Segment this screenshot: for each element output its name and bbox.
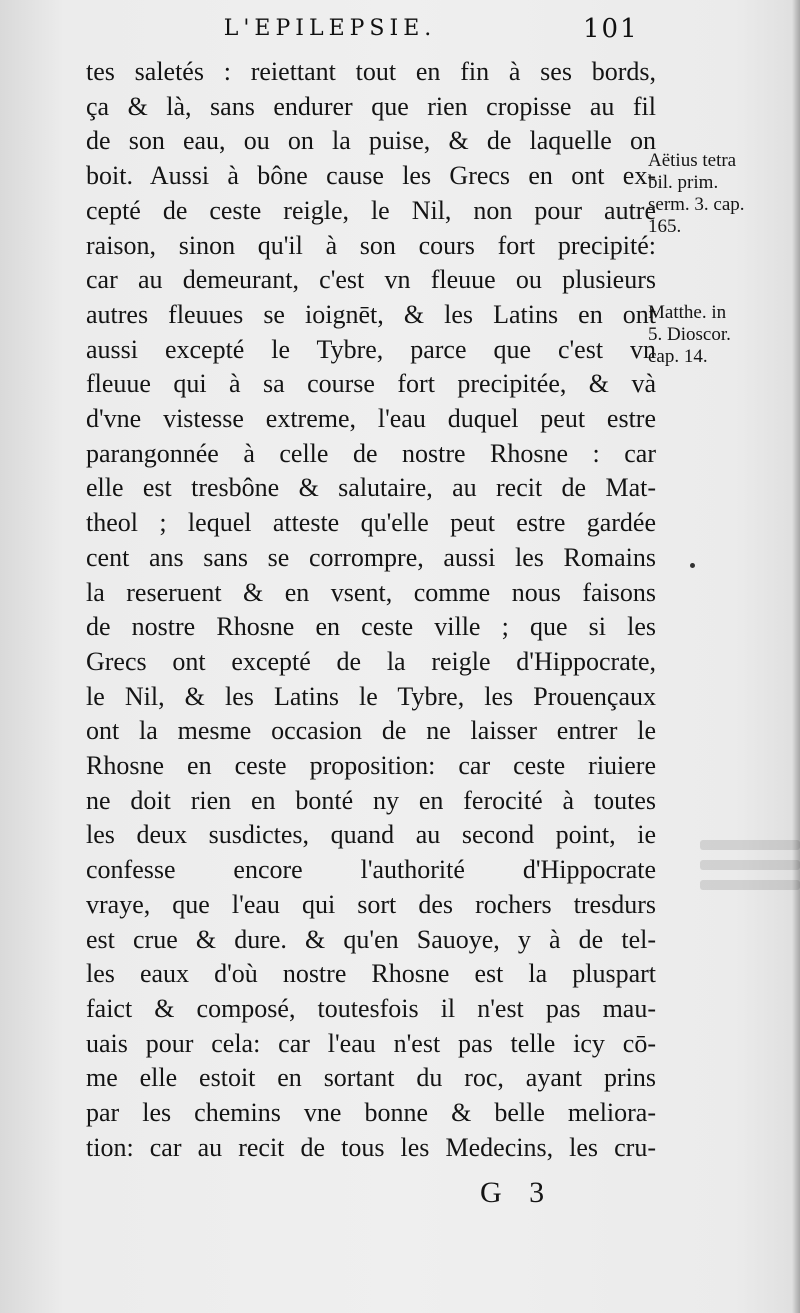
text-line: vraye, que l'eau qui sort des rochers tresdurs: [86, 889, 656, 919]
text-line: les deux susdictes, quand au second point, ie: [86, 820, 656, 850]
text-line: est crue & dure. & qu'en Sauoye, y à de tel-: [86, 924, 656, 954]
text-line: uais pour cela: car l'eau n'est pas telle icy cō-: [86, 1028, 656, 1058]
text-line: aussi excepté le Tybre, parce que c'est vn: [86, 334, 656, 364]
text-line: confesse encore l'authorité d'Hippocrate: [86, 855, 656, 885]
margin-note-line: Matthe. in: [648, 302, 727, 323]
text-line: boit. Aussi à bône cause les Grecs en ont ex-: [86, 161, 656, 191]
ink-dot: [690, 563, 695, 568]
text-line: ne doit rien en bonté ny en ferocité à toutes: [86, 785, 656, 815]
margin-note-line: bil. prim.: [648, 172, 719, 193]
signature-mark: G 3: [480, 1176, 555, 1209]
margin-note-line: Aëtius tetra: [648, 150, 737, 171]
text-line: autres fleuues se ioignēt, & les Latins en ont: [86, 299, 656, 329]
body-text: [86, 55, 656, 1166]
text-line: car au demeurant, c'est vn fleuue ou plusieurs: [86, 265, 656, 295]
text-line: les eaux d'où nostre Rhosne est la pluspart: [86, 959, 656, 989]
bleed-through-shadow: [700, 840, 800, 920]
page-edge-shadow: [792, 0, 800, 1313]
margin-note-matthe: [648, 302, 798, 368]
text-line: tion: car au recit de tous les Medecins, les cru-: [86, 1132, 656, 1162]
text-line: fleuue qui à sa course fort precipitée, & và: [86, 369, 656, 399]
margin-note-aetius: [648, 150, 798, 238]
text-line: tes saletés : reiettant tout en fin à ses bords,: [86, 57, 656, 86]
text-line: d'vne vistesse extreme, l'eau duquel peut estre: [86, 404, 656, 434]
text-line: me elle estoit en sortant du roc, ayant prins: [86, 1063, 656, 1093]
text-line: elle est tresbône & salutaire, au recit de Mat-: [86, 473, 656, 503]
page-number: 101: [583, 14, 639, 44]
text-line: parangonnée à celle de nostre Rhosne : car: [86, 438, 656, 468]
text-line: le Nil, & les Latins le Tybre, les Prouençaux: [86, 681, 656, 711]
text-line: de nostre Rhosne en ceste ville ; que si les: [86, 612, 656, 642]
margin-note-line: 165.: [648, 216, 682, 237]
margin-note-line: serm. 3. cap.: [648, 194, 745, 215]
text-line: ont la mesme occasion de ne laisser entrer le: [86, 716, 656, 746]
text-line: la reseruent & en vsent, comme nous faisons: [86, 577, 656, 607]
text-line: cent ans sans se corrompre, aussi les Romains: [86, 542, 656, 572]
text-line: cepté de ceste reigle, le Nil, non pour autre: [86, 195, 656, 225]
text-line: Rhosne en ceste proposition: car ceste riuiere: [86, 751, 656, 781]
margin-note-line: 5. Dioscor.: [648, 324, 731, 345]
margin-note-line: cap. 14.: [648, 346, 708, 367]
text-line: Grecs ont excepté de la reigle d'Hippocrate,: [86, 646, 656, 676]
text-line: faict & composé, toutesfois il n'est pas mau-: [86, 993, 656, 1023]
running-head: L'EPILEPSIE.: [223, 16, 437, 41]
text-line: ça & là, sans endurer que rien cropisse au fil: [86, 91, 656, 121]
text-line: raison, sinon qu'il à son cours fort precipité:: [86, 230, 656, 260]
text-line: theol ; lequel atteste qu'elle peut estre gardée: [86, 508, 656, 538]
text-line: par les chemins vne bonne & belle meliora-: [86, 1098, 656, 1128]
text-line: de son eau, ou on la puise, & de laquelle on: [86, 126, 656, 156]
